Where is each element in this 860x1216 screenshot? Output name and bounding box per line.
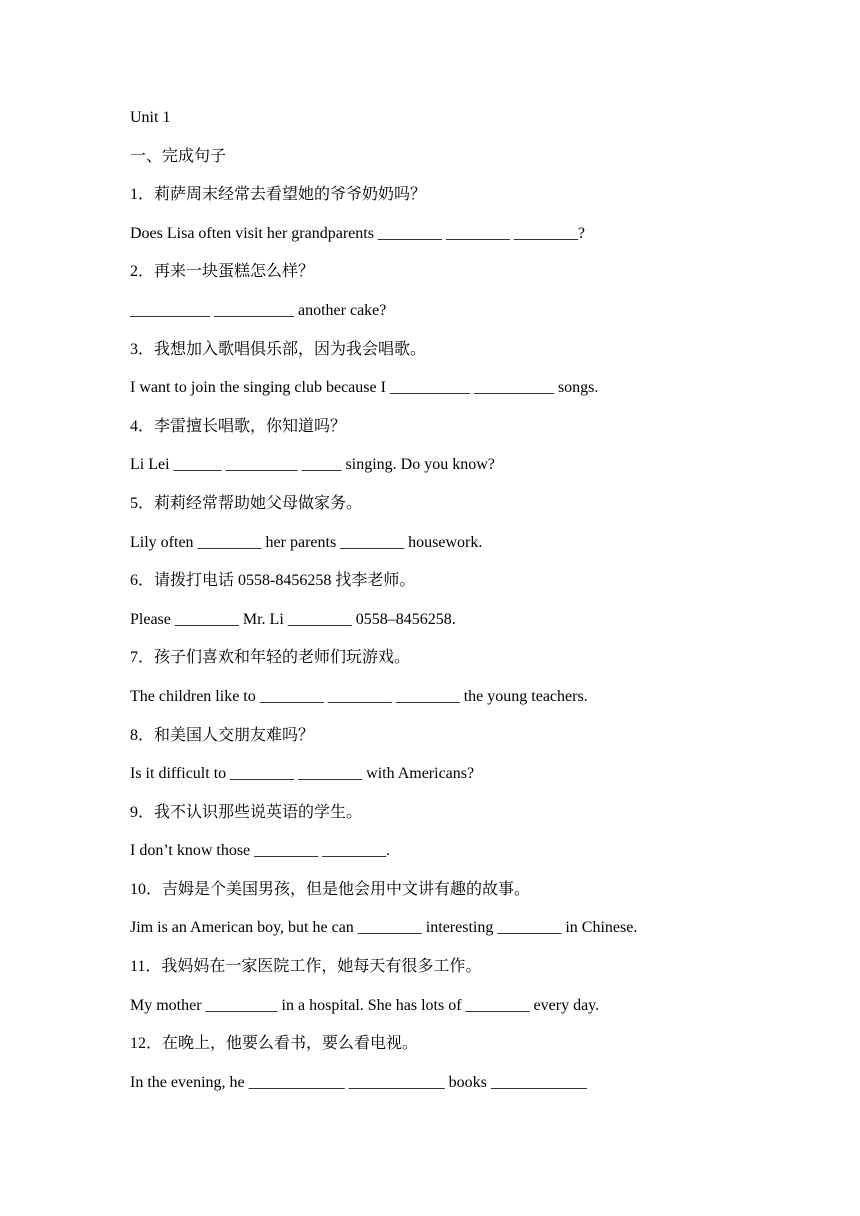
question-11-chinese: 11．我妈妈在一家医院工作，她每天有很多工作。 bbox=[130, 958, 482, 976]
question-8-chinese: 8．和美国人交朋友难吗？ bbox=[130, 726, 315, 744]
question-6-chinese: 6．请拨打电话 0558-8456258 找李老师。 bbox=[130, 572, 416, 590]
question-4-chinese: 4．李雷擅长唱歌，你知道吗？ bbox=[130, 417, 347, 435]
question-9-chinese: 9．我不认识那些说英语的学生。 bbox=[130, 803, 363, 821]
question-7-chinese: 7．孩子们喜欢和年轻的老师们玩游戏。 bbox=[130, 649, 411, 667]
question-1-chinese: 1．莉萨周末经常去看望她的爷爷奶奶吗？ bbox=[130, 186, 427, 204]
question-9-english: I don’t know those ________ ________. bbox=[130, 842, 391, 860]
question-7-english: The children like to ________ ________ ________ the young teachers. bbox=[130, 687, 588, 705]
question-8-english: Is it difficult to ________ ________ with Americans? bbox=[130, 765, 475, 783]
question-6-english: Please ________ Mr. Li ________ 0558–8456258. bbox=[130, 610, 456, 628]
question-1-english: Does Lisa often visit her grandparents ________ ________ ________? bbox=[130, 224, 586, 242]
question-4-english: Li Lei ______ _________ _____ singing. Do you know? bbox=[130, 456, 495, 474]
question-5-chinese: 5．莉莉经常帮助她父母做家务。 bbox=[130, 494, 363, 512]
question-10-chinese: 10．吉姆是个美国男孩，但是他会用中文讲有趣的故事。 bbox=[130, 880, 531, 898]
question-5-english: Lily often ________ her parents ________ housework. bbox=[130, 533, 483, 551]
question-2-chinese: 2．再来一块蛋糕怎么样？ bbox=[130, 263, 315, 281]
question-2-english: __________ __________ another cake? bbox=[130, 301, 387, 319]
section-heading: 一、完成句子 bbox=[130, 147, 227, 165]
question-10-english: Jim is an American boy, but he can ________ interesting ________ in Chinese. bbox=[130, 919, 638, 937]
question-3-chinese: 3．我想加入歌唱俱乐部，因为我会唱歌。 bbox=[130, 340, 427, 358]
question-12-english: In the evening, he ____________ ____________ books ____________ bbox=[130, 1073, 587, 1091]
question-11-english: My mother _________ in a hospital. She has lots of ________ every day. bbox=[130, 996, 600, 1014]
question-3-english: I want to join the singing club because I __________ __________ songs. bbox=[130, 379, 599, 397]
question-12-chinese: 12．在晚上，他要么看书，要么看电视。 bbox=[130, 1035, 419, 1053]
unit-title: Unit 1 bbox=[130, 109, 171, 126]
document-page bbox=[130, 106, 770, 1109]
